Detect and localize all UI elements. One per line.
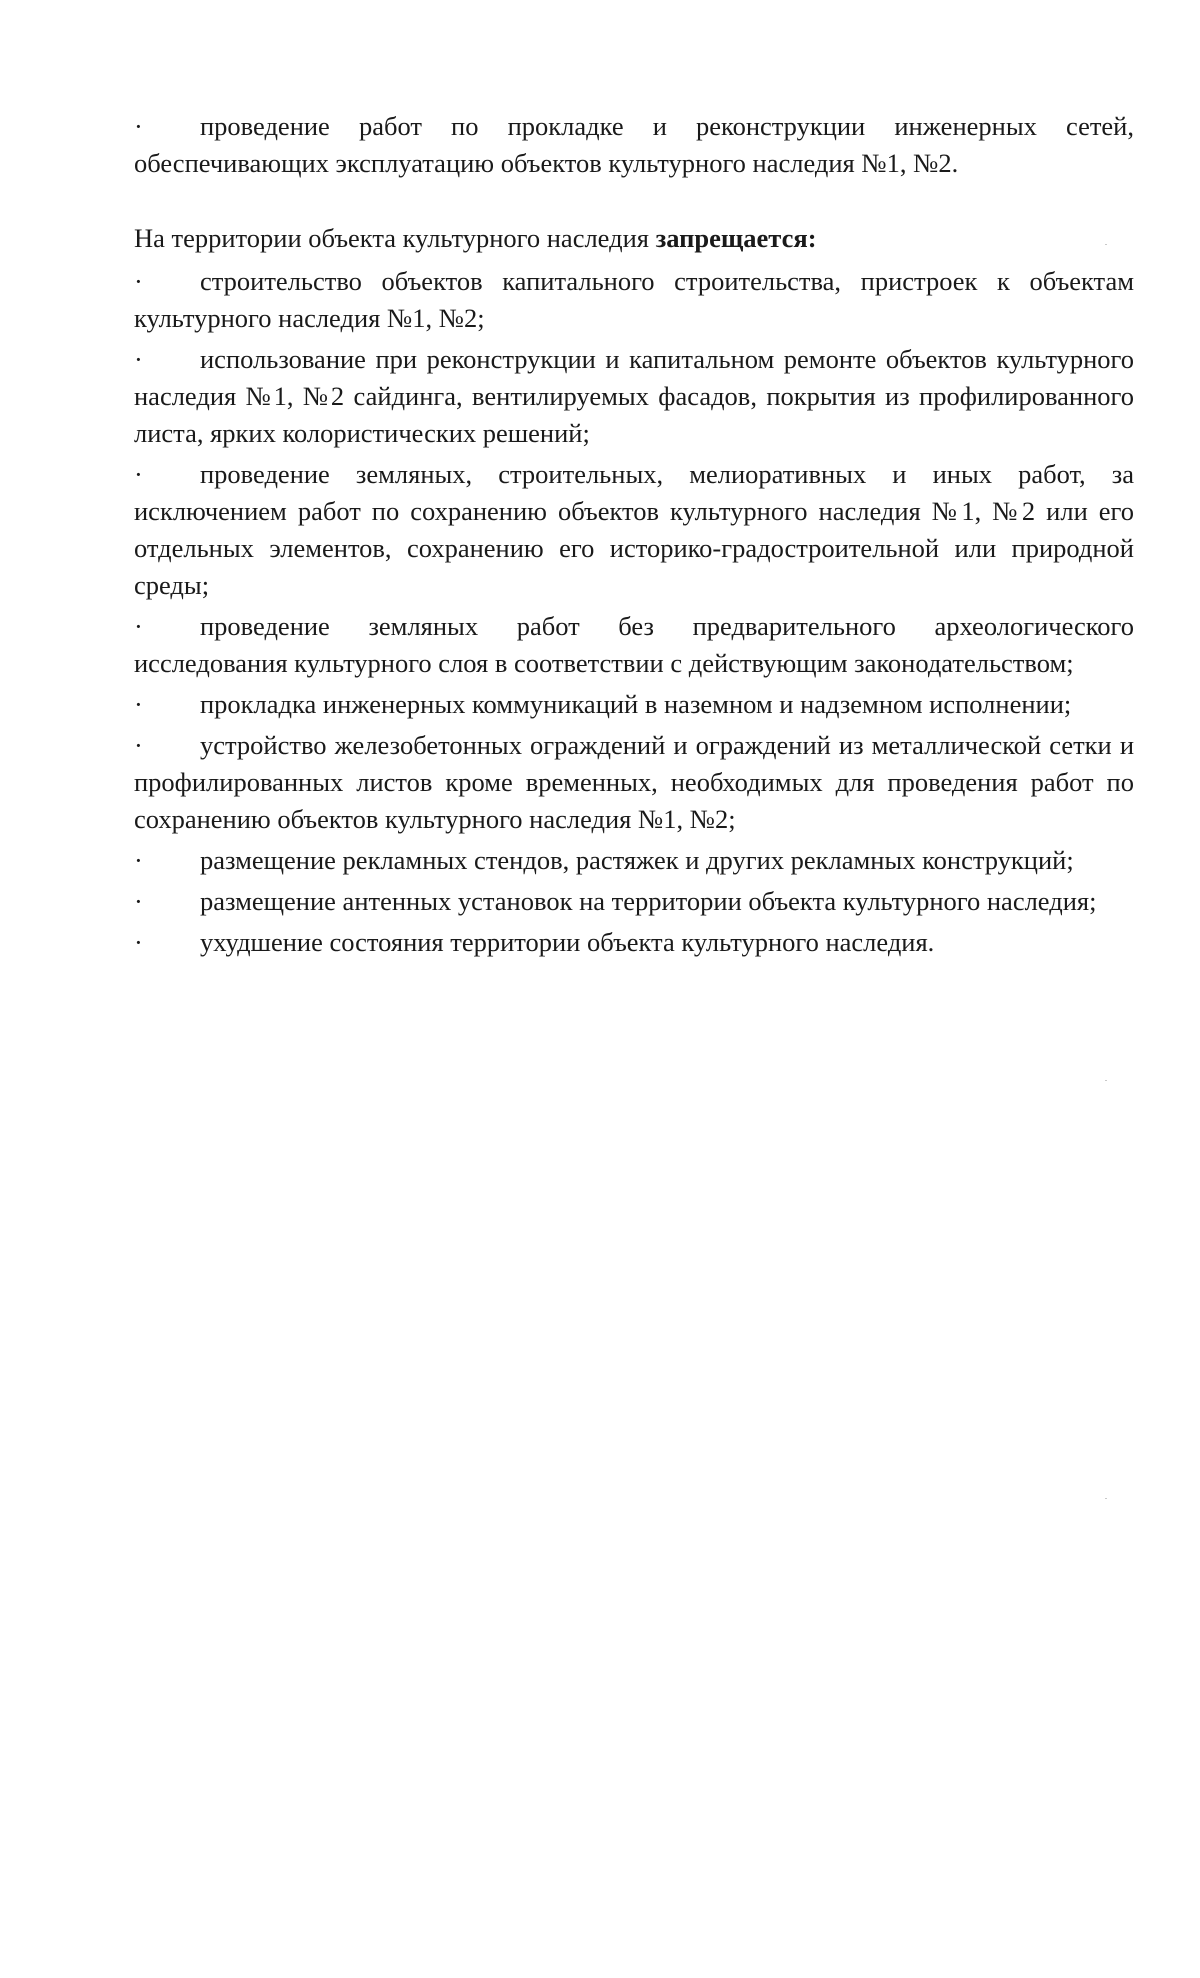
- intro-emphasis: запрещается:: [655, 223, 817, 253]
- list-item: [134, 842, 1134, 879]
- list-item-text: размещение антенных установок на территории объекта культурного наследия;: [200, 886, 1097, 916]
- list-item: [134, 263, 1134, 337]
- list-item: [134, 883, 1134, 920]
- list-item-text: строительство объектов капитального строительства, пристроек к объектам культурного наследия №1, №2;: [134, 266, 1134, 333]
- bullet-marker: ·: [134, 845, 143, 875]
- bullet-marker: ·: [134, 344, 143, 374]
- list-item: [134, 341, 1134, 452]
- intro-text: На территории объекта культурного наследия: [134, 223, 656, 253]
- scan-speck: [1105, 244, 1107, 245]
- list-item: [134, 456, 1134, 604]
- bullet-marker: ·: [134, 730, 143, 760]
- list-item-text: проведение работ по прокладке и реконструкции инженерных сетей, обеспечивающих эксплуатацию объектов культурного наследия №1, №2.: [134, 111, 1134, 178]
- section-intro: [134, 220, 1134, 257]
- bullet-marker: ·: [134, 611, 143, 641]
- list-item-text: использование при реконструкции и капитальном ремонте объектов культурного наследия №1, №2 сайдинга, вентилируемых фасадов, покрытия из профилированного листа, ярких колористических решений;: [134, 344, 1134, 448]
- bullet-marker: ·: [134, 266, 143, 296]
- list-item: [134, 727, 1134, 838]
- list-item-text: ухудшение состояния территории объекта культурного наследия.: [200, 927, 935, 957]
- bullet-marker: ·: [134, 459, 143, 489]
- list-item-text: размещение рекламных стендов, растяжек и других рекламных конструкций;: [200, 845, 1074, 875]
- list-item-text: проведение земляных, строительных, мелиоративных и иных работ, за исключением работ по сохранению объектов культурного наследия №1, №2 или его отдельных элементов, сохранению его историко-градостроительной или природной среды;: [134, 459, 1134, 600]
- list-item-text: прокладка инженерных коммуникаций в наземном и надземном исполнении;: [200, 689, 1072, 719]
- list-item-text: проведение земляных работ без предварительного археологического исследования культурного слоя в соответствии с действующим законодательством;: [134, 611, 1134, 678]
- list-item-text: устройство железобетонных ограждений и ограждений из металлической сетки и профилированных листов кроме временных, необходимых для проведения работ по сохранению объектов культурного наследия №1, №2;: [134, 730, 1134, 834]
- list-item: [134, 686, 1134, 723]
- scan-speck: [1105, 1080, 1107, 1081]
- bullet-marker: ·: [134, 111, 143, 141]
- bullet-marker: ·: [134, 927, 143, 957]
- document-body: [134, 108, 1134, 965]
- scan-speck: [1105, 1498, 1107, 1499]
- list-item: [134, 924, 1134, 961]
- bullet-marker: ·: [134, 886, 143, 916]
- list-item: [134, 108, 1134, 182]
- list-item: [134, 608, 1134, 682]
- bullet-marker: ·: [134, 689, 143, 719]
